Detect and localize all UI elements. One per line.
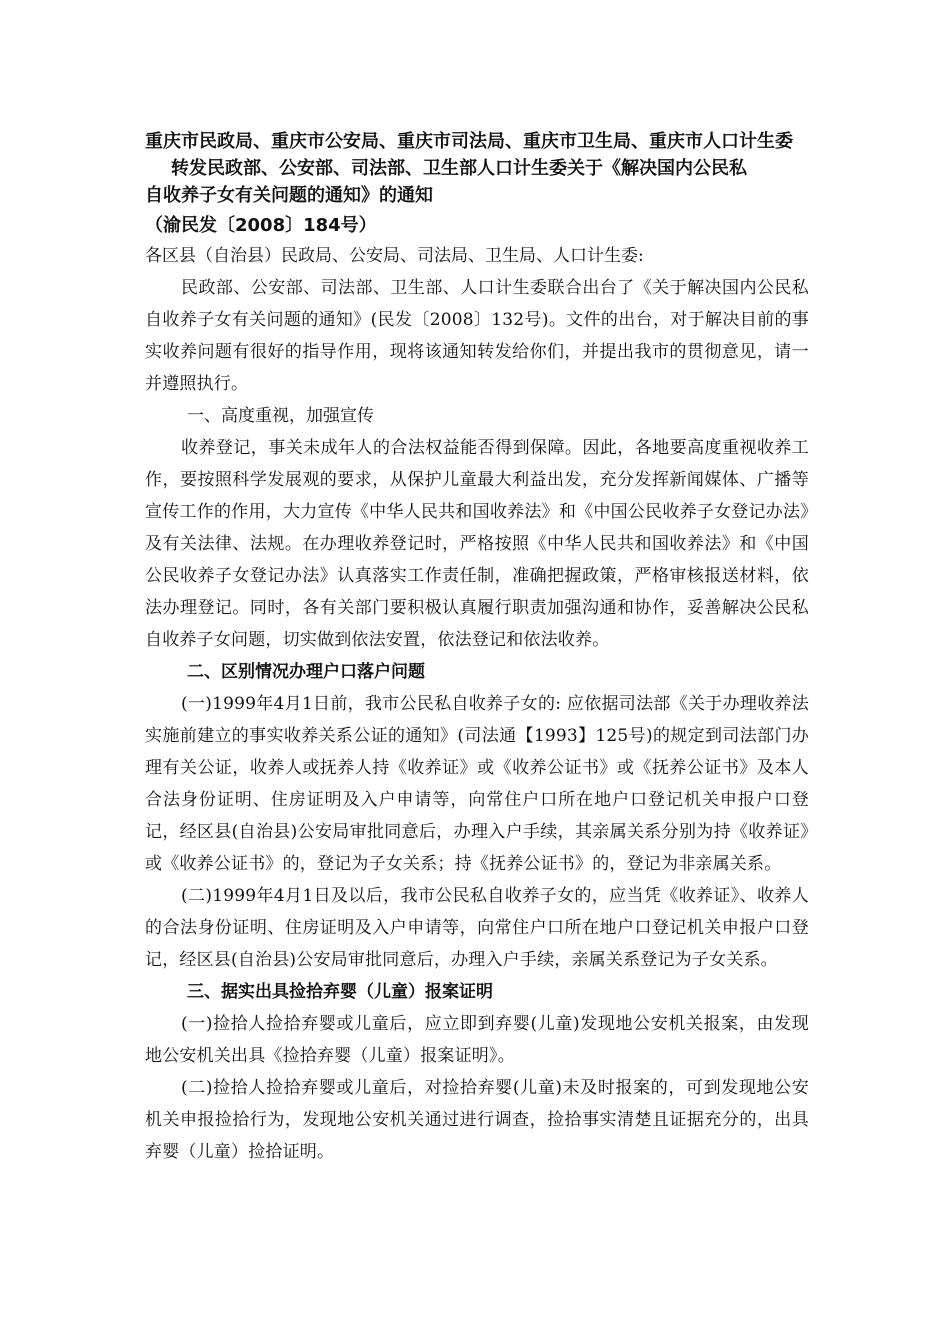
section-3-paragraph-1: (一)捡拾人捡拾弃婴或儿童后，应立即到弃婴(儿童)发现地公安机关报案，由发现地公安机关出具《捡拾弃婴（儿童）报案证明》。 [145, 1014, 809, 1066]
section-2-heading: 二、区别情况办理户口落户问题 [187, 662, 425, 682]
section-3-paragraph-2: (二)捡拾人捡拾弃婴或儿童后，对捡拾弃婴(儿童)未及时报案的，可到发现地公安机关申报捡拾行为，发现地公安机关通过进行调查，捡拾事实清楚且证据充分的，出具弃婴（儿童）捡拾证明。 [145, 1078, 809, 1162]
document-title-line-2: 转发民政部、公安部、司法部、卫生部人口计生委关于《解决国内公民私 [171, 158, 747, 179]
section-2-paragraph-2: (二)1999年4月1日及以后，我市公民私自收养子女的，应当凭《收养证》、收养人的合法身份证明、住房证明及入户申请等，向常住户口所在地户口登记机关申报户口登记，经区县(自治县)公安局审批同意后，办理入户手续，亲属关系登记为子女关系。 [145, 886, 809, 970]
document-title-line-3: 自收养子女有关问题的通知》的通知 [145, 185, 433, 206]
section-2-paragraph-1: (一)1999年4月1日前，我市公民私自收养子女的: 应依据司法部《关于办理收养法实施前建立的事实收养关系公证的通知》(司法通【1993】125号)的规定到司法部门办理有关公证，收养人或抚养人持《收养证》或《收养公证书》或《抚养公证书》及本人合法身份证明、住房证明及入户申请等，向常住户口所在地户口登记机关申报户口登记，经区县(自治县)公安局审批同意后，办理入户手续，其亲属关系分别为持《收养证》或《收养公证书》的，登记为子女关系；持《抚养公证书》的，登记为非亲属关系。 [145, 694, 809, 874]
section-1-heading: 一、高度重视，加强宣传 [187, 406, 374, 426]
addressee: 各区县（自治县）民政局、公安局、司法局、卫生局、人口计生委: [145, 246, 644, 266]
intro-paragraph: 民政部、公安部、司法部、卫生部、人口计生委联合出台了《关于解决国内公民私自收养子女有关问题的通知》(民发〔2008〕132号)。文件的出台，对于解决目前的事实收养问题有很好的指导作用，现将该通知转发给你们，并提出我市的贯彻意见，请一并遵照执行。 [145, 278, 809, 394]
section-3-heading: 三、据实出具捡拾弃婴（儿童）报案证明 [187, 982, 493, 1002]
document-title-line-1: 重庆市民政局、重庆市公安局、重庆市司法局、重庆市卫生局、重庆市人口计生委 [145, 131, 793, 152]
document-number: （渝民发〔2008〕184号） [145, 215, 377, 236]
section-1-paragraph: 收养登记，事关未成年人的合法权益能否得到保障。因此，各地要高度重视收养工作，要按照科学发展观的要求，从保护儿童最大利益出发，充分发挥新闻媒体、广播等宣传工作的作用，大力宣传《中华人民共和国收养法》和《中国公民收养子女登记办法》及有关法律、法规。在办理收养登记时，严格按照《中华人民共和国收养法》和《中国公民收养子女登记办法》认真落实工作责任制，准确把握政策，严格审核报送材料，依法办理登记。同时，各有关部门要积极认真履行职责加强沟通和协作，妥善解决公民私自收养子女问题，切实做到依法安置，依法登记和依法收养。 [145, 438, 809, 650]
document-body [145, 128, 809, 1168]
